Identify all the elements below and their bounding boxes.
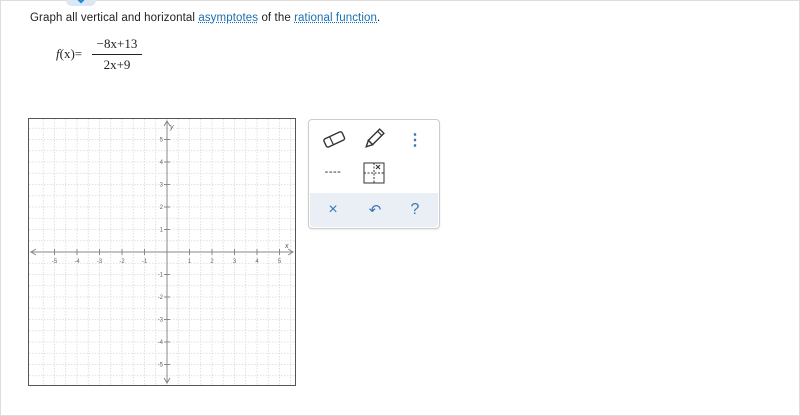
undo-button[interactable]: ↶ bbox=[368, 202, 382, 219]
function-lhs: f(x)= bbox=[56, 46, 83, 61]
x-tick-label: -2 bbox=[119, 259, 125, 265]
y-tick-label: -5 bbox=[157, 362, 163, 369]
instructions-prefix: Graph all vertical and horizontal bbox=[30, 12, 196, 24]
y-tick-label: -4 bbox=[157, 340, 163, 346]
instructions-suffix: . bbox=[377, 12, 381, 24]
collapse-toggle[interactable] bbox=[66, 0, 96, 6]
x-tick-label: -4 bbox=[74, 259, 80, 265]
y-tick-label: -2 bbox=[157, 295, 163, 301]
rational-function-link[interactable]: rational function bbox=[294, 12, 377, 24]
x-tick-label: 2 bbox=[210, 259, 214, 265]
x-axis-label: x bbox=[285, 243, 289, 250]
x-tick-label: 3 bbox=[232, 259, 237, 265]
x-tick-label: 1 bbox=[187, 259, 192, 265]
denominator: 2x+9 bbox=[103, 57, 131, 72]
x-tick-label: -1 bbox=[141, 259, 148, 265]
y-tick-label: 5 bbox=[159, 137, 163, 144]
x-tick-label: -5 bbox=[51, 259, 58, 265]
graph-toolbox bbox=[308, 119, 440, 229]
coordinate-plane[interactable] bbox=[29, 119, 295, 385]
clear-button[interactable]: × bbox=[328, 201, 338, 218]
y-axis-label: y bbox=[170, 124, 174, 131]
graph-area[interactable] bbox=[28, 118, 296, 386]
y-tick-label: 3 bbox=[159, 182, 163, 189]
chevron-down-icon bbox=[74, 0, 88, 4]
instructions bbox=[30, 12, 380, 24]
fraction bbox=[92, 36, 142, 73]
eraser-tool[interactable] bbox=[319, 126, 349, 152]
x-tick-label: 5 bbox=[277, 259, 282, 265]
pencil-icon bbox=[362, 127, 386, 151]
y-tick-label: 4 bbox=[159, 160, 163, 166]
help-button[interactable]: ? bbox=[410, 201, 420, 218]
x-tick-label: 4 bbox=[255, 259, 259, 265]
asymptotes-link[interactable]: asymptotes bbox=[198, 12, 259, 24]
instructions-middle: of the bbox=[261, 12, 291, 24]
y-tick-label: 2 bbox=[159, 205, 163, 211]
dashed-line-tool[interactable]: ---- bbox=[324, 166, 342, 178]
asymptote-tool[interactable] bbox=[361, 160, 387, 186]
action-bar bbox=[310, 193, 438, 227]
pencil-tool[interactable] bbox=[359, 125, 389, 153]
x-tick-label: -3 bbox=[96, 259, 103, 265]
y-tick-label: -3 bbox=[157, 317, 163, 324]
y-tick-label: -1 bbox=[157, 272, 163, 279]
more-tools-button[interactable]: ⋮ bbox=[407, 132, 423, 149]
asymptote-tool-icon bbox=[363, 162, 385, 184]
numerator: −8x+13 bbox=[92, 36, 142, 55]
eraser-icon bbox=[321, 130, 347, 148]
y-tick-label: 1 bbox=[159, 227, 163, 234]
